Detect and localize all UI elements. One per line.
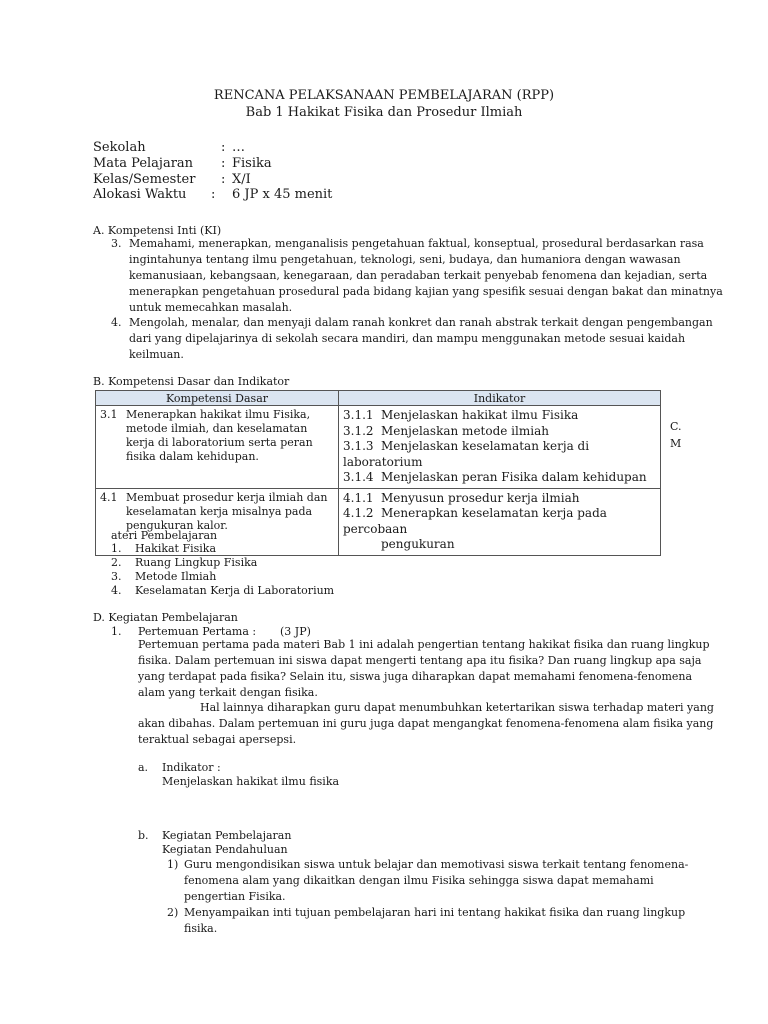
identity-colon: : bbox=[221, 172, 226, 187]
indicator-item: 3.1.1 Menjelaskan hakikat ilmu Fisika bbox=[343, 408, 579, 422]
document-title: RENCANA PELAKSANAAN PEMBELAJARAN (RPP) bbox=[213, 88, 555, 103]
meeting-duration: (3 JP) bbox=[280, 625, 311, 638]
sub-b-title: Kegiatan Pembelajaran bbox=[162, 829, 292, 842]
document-subtitle: Bab 1 Hakikat Fisika dan Prosedur Ilmiah bbox=[245, 105, 523, 120]
indicator-item: 3.1.4 Menjelaskan peran Fisika dalam kehidupan bbox=[343, 470, 647, 484]
identity-label: Sekolah bbox=[93, 140, 146, 155]
list-number: 3. bbox=[111, 570, 122, 583]
identity-value: Fisika bbox=[232, 156, 272, 171]
indicator-item-continued: pengukuran bbox=[381, 537, 455, 551]
identity-label: Mata Pelajaran bbox=[93, 156, 194, 171]
section-b-heading: B. Kompetensi Dasar dan Indikator bbox=[93, 375, 290, 388]
sub-a-text: Menjelaskan hakikat ilmu fisika bbox=[162, 775, 340, 788]
indicator-item: 3.1.2 Menjelaskan metode ilmiah bbox=[343, 423, 549, 438]
kd-text: Menerapkan hakikat ilmu Fisika, metode ilmiah, dan keselamatan kerja di laboratorium serta peran fisika dalam kehidupan. bbox=[126, 408, 313, 463]
step-number: 2) bbox=[167, 906, 179, 919]
ki-4-text: Mengolah, menalar, dan menyaji dalam ranah konkret dan ranah abstrak terkait dengan pengembangan dari yang dipelajarinya di sekolah secara mandiri, dan mampu menggunakan metode sesuai kaidah keilmuan. bbox=[129, 316, 713, 361]
sub-b-subtitle: Kegiatan Pendahuluan bbox=[162, 843, 288, 856]
identity-colon: : bbox=[221, 156, 226, 171]
col-header-indicator: Indikator bbox=[339, 391, 661, 406]
indicator-cell bbox=[339, 488, 661, 555]
step-number: 1) bbox=[167, 858, 179, 871]
kd-cell bbox=[96, 406, 339, 489]
identity-label: Alokasi Waktu bbox=[93, 187, 187, 202]
indicator-cell bbox=[339, 406, 661, 489]
ki-number: 4. bbox=[111, 316, 122, 329]
indicator-item: 4.1.2 Menerapkan keselamatan kerja pada percobaan bbox=[343, 506, 607, 536]
meeting-paragraph-1: Pertemuan pertama pada materi Bab 1 ini adalah pengertian tentang hakikat fisika dan ruang lingkup fisika. Dalam pertemuan ini siswa dapat mengerti tentang apa itu fisika? Dan ruang lingkup apa saja yang terdapat pada fisika? Selain itu, siswa juga diharapkan dapat memahami fenomena-fenomena alam yang terkait dengan fisika. bbox=[138, 638, 710, 699]
table-row bbox=[96, 406, 661, 489]
identity-value: … bbox=[232, 140, 245, 155]
meeting-paragraph-2: Hal lainnya diharapkan guru dapat menumbuhkan ketertarikan siswa terhadap materi yang akan dibahas. Dalam pertemuan ini guru juga dapat mengangkat fenomena-fenomena alam fisika yang teraktual sebagai apersepsi. bbox=[138, 701, 714, 746]
step-text: Guru mengondisikan siswa untuk belajar dan memotivasi siswa terkait tentang fenomena- fenomena alam yang dikaitkan dengan ilmu Fisika sehingga siswa dapat memahami pengertian Fisika. bbox=[184, 858, 689, 903]
kd-number: 3.1 bbox=[100, 408, 118, 421]
meeting-label: Pertemuan Pertama : bbox=[138, 625, 257, 638]
section-d-heading: D. Kegiatan Pembelajaran bbox=[93, 611, 238, 624]
indicator-item: 4.1.1 Menyusun prosedur kerja ilmiah bbox=[343, 490, 580, 505]
list-number: 4. bbox=[111, 584, 122, 597]
list-number: 1. bbox=[111, 542, 122, 555]
ki-3-text: Memahami, menerapkan, menganalisis pengetahuan faktual, konseptual, prosedural berdasarkan rasa ingintahunya tentang ilmu pengetahuan, teknologi, seni, budaya, dan humaniora dengan wawasan kemanusiaan, kebangsaan, kenegaraan, dan peradaban terkait penyebab fenomena dan kejadian, serta menerapkan pengetahuan prosedural pada bidang kajian yang spesifik sesuai dengan bakat dan minatnya untuk memecahkan masalah. bbox=[129, 237, 723, 314]
identity-value: X/I bbox=[232, 172, 251, 187]
col-header-kd: Kompetensi Dasar bbox=[96, 391, 339, 406]
step-text: Menyampaikan inti tujuan pembelajaran hari ini tentang hakikat fisika dan ruang lingkup fisika. bbox=[184, 906, 686, 935]
meeting-number: 1. bbox=[111, 625, 122, 638]
indicator-item: 3.1.3 Menjelaskan keselamatan kerja di laboratorium bbox=[343, 439, 590, 469]
sub-a-title: Indikator : bbox=[162, 761, 221, 774]
identity-colon: : bbox=[211, 187, 216, 202]
identity-value: 6 JP x 45 menit bbox=[232, 187, 333, 202]
identity-colon: : bbox=[221, 140, 226, 155]
sub-b-letter: b. bbox=[138, 829, 149, 842]
sub-a-letter: a. bbox=[138, 761, 149, 774]
section-c-heading: ateri Pembelajaran bbox=[111, 529, 218, 542]
list-item: Keselamatan Kerja di Laboratorium bbox=[135, 584, 335, 597]
margin-letter: M bbox=[670, 437, 682, 450]
ki-number: 3. bbox=[111, 237, 122, 250]
list-item: Hakikat Fisika bbox=[135, 542, 217, 555]
list-item: Ruang Lingkup Fisika bbox=[135, 556, 258, 569]
list-number: 2. bbox=[111, 556, 122, 569]
section-a-heading: A. Kompetensi Inti (KI) bbox=[93, 224, 222, 237]
list-item: Metode Ilmiah bbox=[135, 570, 217, 583]
margin-letter: C. bbox=[670, 420, 682, 433]
kd-cell bbox=[96, 488, 339, 555]
kd-number: 4.1 bbox=[100, 490, 118, 504]
identity-label: Kelas/Semester bbox=[93, 172, 196, 187]
kd-text: Membuat prosedur kerja ilmiah dan keselamatan kerja misalnya pada pengukuran kalor. bbox=[126, 490, 328, 532]
